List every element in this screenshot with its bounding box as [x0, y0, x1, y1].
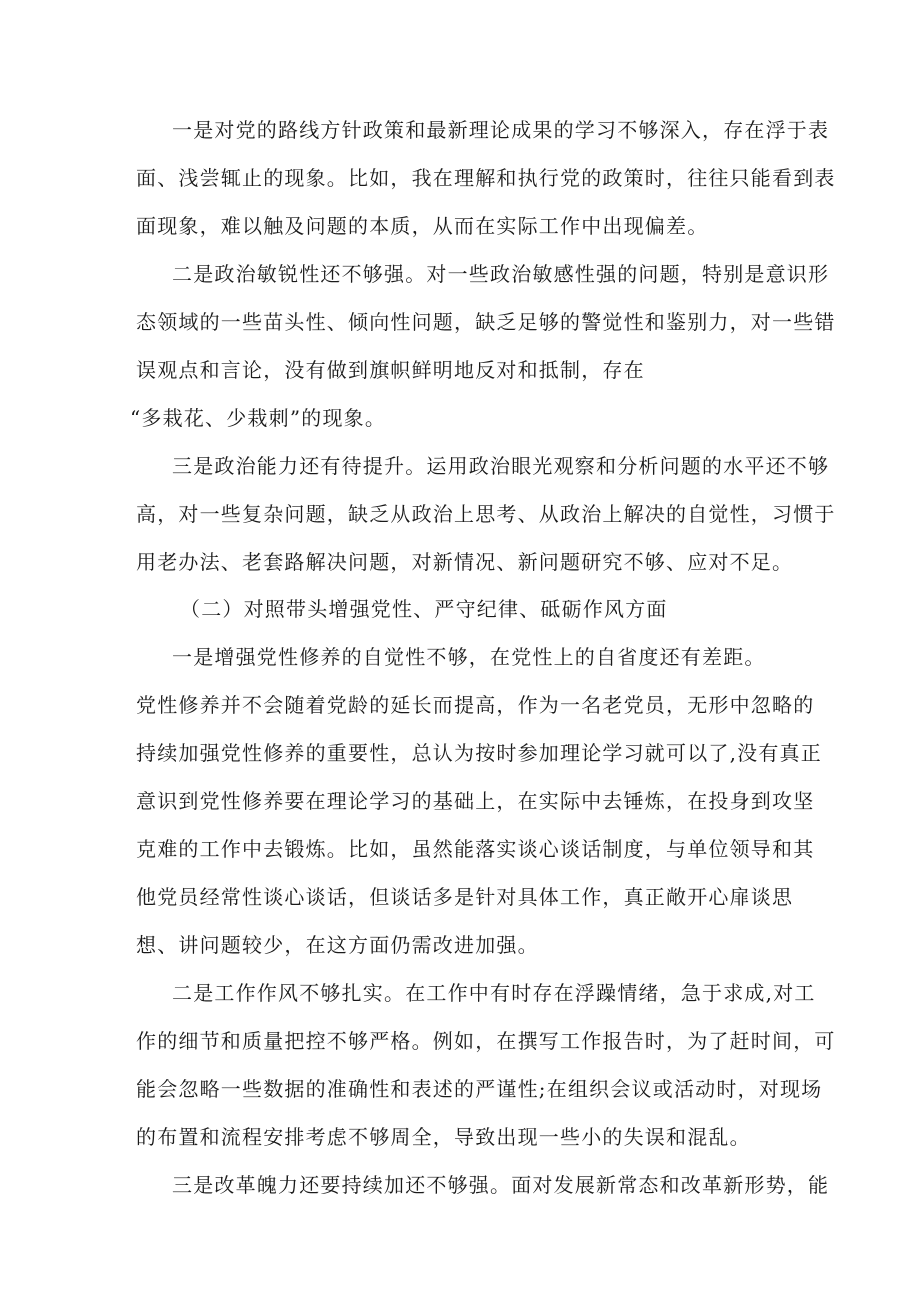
paragraph-2-line-1: 二是政治敏锐性还不够强。对一些政治敏感性强的问题，特别是意识形: [172, 262, 830, 286]
paragraph-1-line-3: 面现象，难以触及问题的本质，从而在实际工作中出现偏差。: [136, 214, 709, 238]
paragraph-3-line-1: 三是政治能力还有待提升。运用政治眼光观察和分析问题的水平还不够: [172, 454, 830, 478]
paragraph-4-line-3: 持续加强党性修养的重要性，总认为按时参加理论学习就可以了,没有真正: [136, 741, 822, 765]
paragraph-4-line-4: 意识到党性修养要在理论学习的基础上，在实际中去锤炼，在投身到攻坚: [136, 789, 815, 813]
paragraph-3-line-3: 用老办法、老套路解决问题，对新情况、新问题研究不够、应对不足。: [136, 550, 794, 574]
section-heading: （二）对照带头增强党性、严守纪律、砥砺作风方面: [180, 597, 668, 621]
paragraph-5-line-1: 二是工作作风不够扎实。在工作中有时存在浮躁情绪，急于求成,对工: [172, 981, 816, 1005]
paragraph-1-line-1: 一是对党的路线方针政策和最新理论成果的学习不够深入，存在浮于表: [172, 118, 830, 142]
paragraph-4-line-7: 想、讲问题较少，在这方面仍需改进加强。: [136, 933, 539, 957]
paragraph-1-line-2: 面、浅尝辄止的现象。比如，我在理解和执行党的政策时，往往只能看到表: [136, 166, 836, 190]
paragraph-4-line-1: 一是增强党性修养的自觉性不够，在党性上的自省度还有差距。: [172, 645, 766, 669]
paragraph-2-line-2: 态领域的一些苗头性、倾向性问题，缺乏足够的警觉性和鉴别力，对一些错: [136, 310, 836, 334]
paragraph-4-line-5: 克难的工作中去锻炼。比如，虽然能落实谈心谈话制度，与单位领导和其: [136, 837, 815, 861]
paragraph-3-line-2: 高，对一些复杂问题，缺乏从政治上思考、从政治上解决的自觉性，习惯于: [136, 502, 836, 526]
paragraph-5-line-2: 作的细节和质量把控不够严格。例如，在撰写工作报告时，为了赶时间，可: [136, 1029, 836, 1053]
paragraph-2-line-3: 误观点和言论，没有做到旗帜鲜明地反对和抵制，存在: [136, 358, 645, 382]
paragraph-2-line-4: “多栽花、少栽刺”的现象。: [130, 406, 387, 430]
paragraph-4-line-2: 党性修养并不会随着党龄的延长而提高，作为一名老党员，无形中忽略的: [136, 693, 815, 717]
paragraph-5-line-4: 的布置和流程安排考虑不够周全，导致出现一些小的失误和混乱。: [136, 1125, 751, 1149]
paragraph-6-line-1: 三是改革魄力还要持续加还不够强。面对发展新常态和改革新形势，能: [172, 1173, 830, 1197]
paragraph-5-line-3: 能会忽略一些数据的准确性和表述的严谨性;在组织会议或活动时，对现场: [136, 1077, 823, 1101]
paragraph-4-line-6: 他党员经常性谈心谈话，但谈话多是针对具体工作，真正敞开心扉谈思: [136, 885, 794, 909]
